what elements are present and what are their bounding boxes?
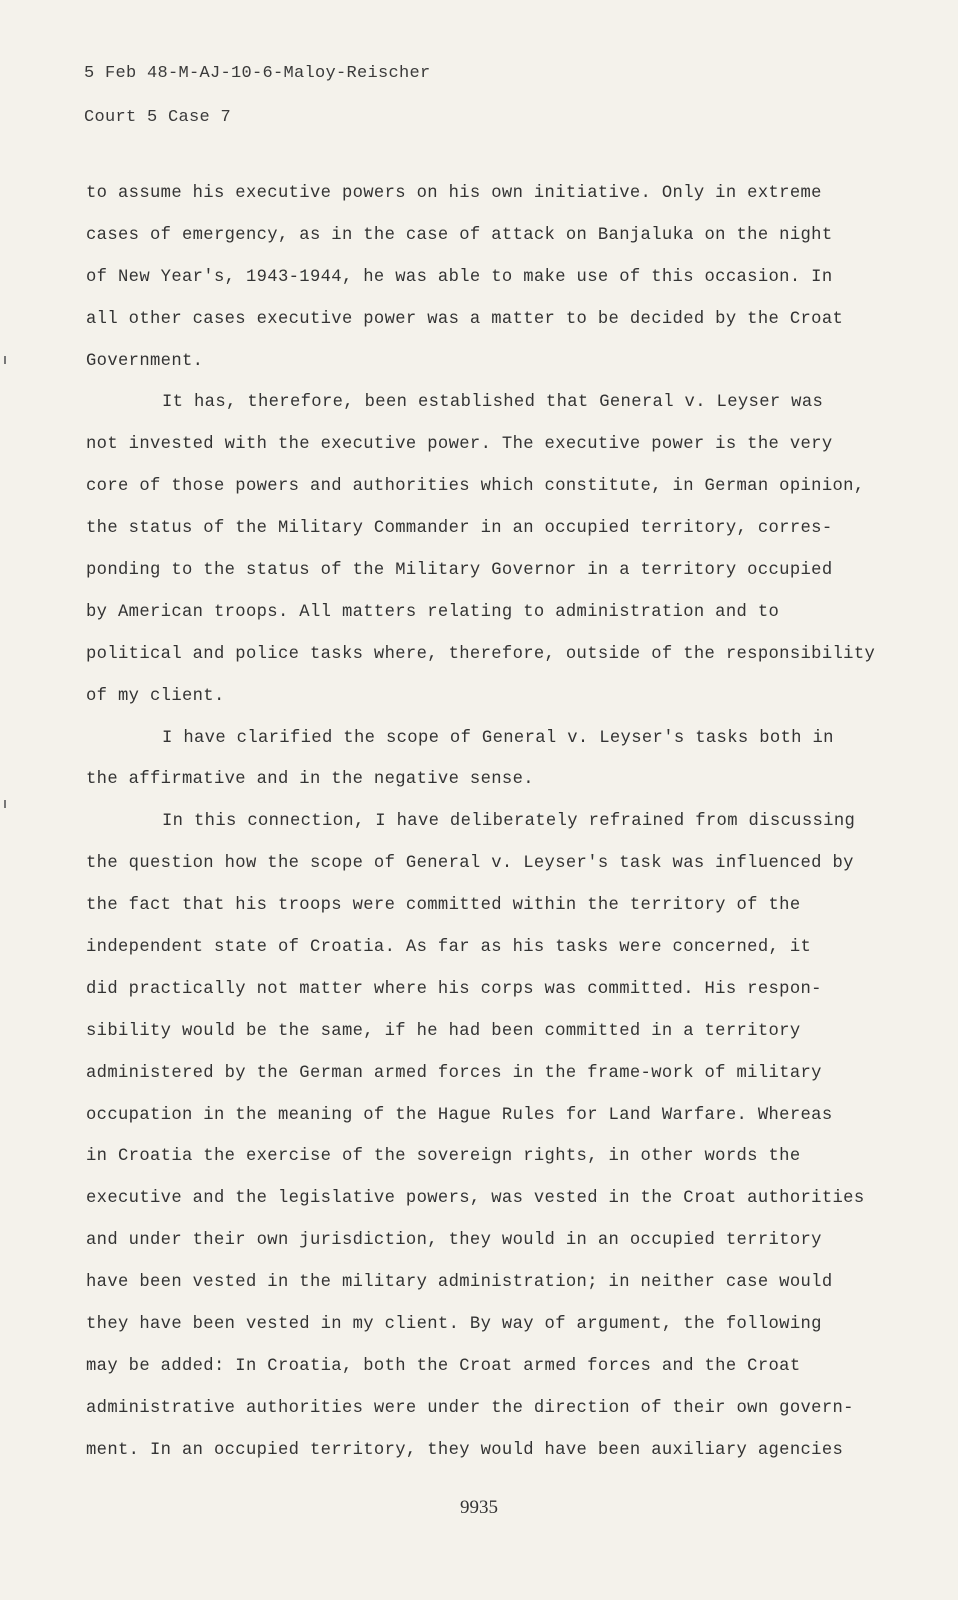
text-line: administered by the German armed forces in the frame-work of military <box>86 1063 822 1083</box>
text-line: to assume his executive powers on his own initiative. Only in extreme <box>86 184 822 203</box>
text-line: occupation in the meaning of the Hague Rules for Land Warfare. Whereas <box>86 1105 833 1125</box>
text-line: the status of the Military Commander in an occupied territory, corres- <box>86 519 833 539</box>
text-line: executive and the legislative powers, was vested in the Croat authorities <box>86 1189 865 1209</box>
text-line: political and police tasks where, therefore, outside of the responsibility <box>86 644 876 664</box>
text-line: ment. In an occupied territory, they would have been auxiliary agencies <box>86 1440 844 1460</box>
text-line: they have been vested in my client. By way of argument, the following <box>86 1315 822 1335</box>
text-line: of my client. <box>86 686 225 706</box>
text-line: Government. <box>86 351 204 371</box>
text-line: ponding to the status of the Military Governor in a territory occupied <box>86 561 833 581</box>
text-line: core of those powers and authorities which constitute, in German opinion, <box>86 477 865 497</box>
margin-mark <box>4 800 6 808</box>
text-line: not invested with the executive power. The executive power is the very <box>86 435 833 455</box>
text-line: the affirmative and in the negative sense. <box>86 770 534 790</box>
text-line: sibility would be the same, if he had been committed in a territory <box>86 1021 801 1041</box>
text-line: did practically not matter where his corps was committed. His respon- <box>86 979 822 999</box>
text-line: independent state of Croatia. As far as his tasks were concerned, it <box>86 938 812 958</box>
body-text <box>86 182 876 1481</box>
paragraph-start-line: I have clarified the scope of General v. Leyser's tasks both in <box>162 728 834 748</box>
text-line: in Croatia the exercise of the sovereign rights, in other words the <box>86 1147 801 1167</box>
text-line: administrative authorities were under the direction of their own govern- <box>86 1398 854 1418</box>
text-line: all other cases executive power was a matter to be decided by the Croat <box>86 309 844 329</box>
text-line: the question how the scope of General v. Leyser's task was influenced by <box>86 854 854 874</box>
text-line: may be added: In Croatia, both the Croat armed forces and the Croat <box>86 1356 801 1376</box>
text-line: have been vested in the military administration; in neither case would <box>86 1273 833 1293</box>
text-line: cases of emergency, as in the case of attack on Banjaluka on the night <box>86 225 833 245</box>
court-case: Court 5 Case 7 <box>84 108 232 127</box>
text-line: of New Year's, 1943-1944, he was able to make use of this occasion. In <box>86 267 833 287</box>
text-line: and under their own jurisdiction, they would in an occupied territory <box>86 1231 822 1251</box>
text-line: by American troops. All matters relating to administration and to <box>86 602 780 622</box>
document-reference: 5 Feb 48-M-AJ-10-6-Maloy-Reischer <box>84 64 431 83</box>
paragraph-start-line: In this connection, I have deliberately refrained from discussing <box>162 812 856 832</box>
page-number: 9935 <box>460 1497 498 1518</box>
paragraph-start-line: It has, therefore, been established that General v. Leyser was <box>162 393 824 413</box>
text-line: the fact that his troops were committed within the territory of the <box>86 896 801 916</box>
margin-mark <box>4 356 6 364</box>
